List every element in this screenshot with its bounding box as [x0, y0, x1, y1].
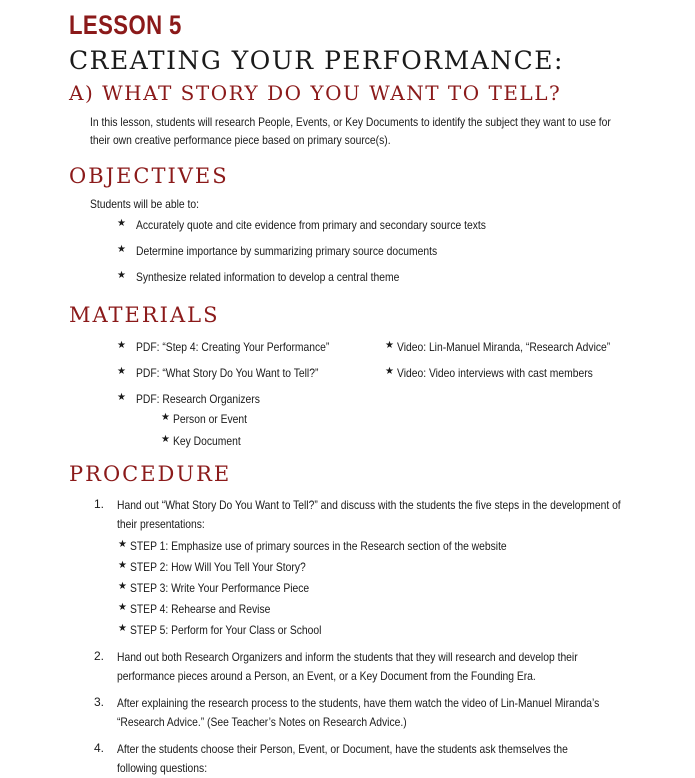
procedure-text: their presentations: — [117, 517, 205, 531]
material-subitem: Person or Event — [173, 412, 248, 426]
objective-item: Determine importance by summarizing primary source documents — [136, 244, 438, 258]
star-bullet-icon: ★ — [385, 340, 394, 351]
step-item: STEP 4: Rehearse and Revise — [130, 602, 271, 616]
material-item: Video: Video interviews with cast members — [397, 366, 593, 380]
materials-heading: MATERIALS — [69, 303, 220, 327]
star-bullet-icon: ★ — [161, 412, 170, 423]
step-item: STEP 1: Emphasize use of primary sources in the Research section of the website — [130, 539, 507, 553]
material-item: Video: Lin-Manuel Miranda, “Research Advice” — [397, 340, 611, 354]
step-item: STEP 3: Write Your Performance Piece — [130, 581, 310, 595]
procedure-text: “Research Advice.” (See Teacher’s Notes on Research Advice.) — [117, 715, 407, 729]
procedure-text: After explaining the research process to the students, have them watch the video of Lin-Manuel Miranda’s — [117, 696, 600, 710]
procedure-heading: PROCEDURE — [69, 462, 232, 486]
star-bullet-icon: ★ — [161, 434, 170, 445]
star-bullet-icon: ★ — [117, 218, 126, 229]
step-number: 3. — [94, 695, 105, 709]
star-bullet-icon: ★ — [118, 539, 127, 550]
star-bullet-icon: ★ — [117, 244, 126, 255]
objective-item: Synthesize related information to develop a central theme — [136, 270, 400, 284]
objective-item: Accurately quote and cite evidence from primary and secondary source texts — [136, 218, 486, 232]
star-bullet-icon: ★ — [118, 602, 127, 613]
star-bullet-icon: ★ — [118, 581, 127, 592]
star-bullet-icon: ★ — [118, 560, 127, 571]
objectives-lead: Students will be able to: — [90, 197, 200, 211]
star-bullet-icon: ★ — [117, 340, 126, 351]
page-title: CREATING YOUR PERFORMANCE: — [69, 46, 564, 75]
step-item: STEP 2: How Will You Tell Your Story? — [130, 560, 306, 574]
material-item: PDF: Research Organizers — [136, 392, 260, 406]
procedure-text: following questions: — [117, 761, 208, 775]
procedure-text: After the students choose their Person, Event, or Document, have the students ask themselves the — [117, 742, 568, 756]
procedure-text: performance pieces around a Person, an Event, or a Key Document from the Founding Era. — [117, 669, 536, 683]
star-bullet-icon: ★ — [117, 270, 126, 281]
star-bullet-icon: ★ — [117, 392, 126, 403]
star-bullet-icon: ★ — [117, 366, 126, 377]
objectives-heading: OBJECTIVES — [69, 164, 229, 188]
intro-line: In this lesson, students will research People, Events, or Key Documents to identify the subject they want to use for — [90, 115, 611, 129]
step-number: 1. — [94, 497, 105, 511]
lesson-label: LESSON 5 — [69, 10, 182, 40]
star-bullet-icon: ★ — [385, 366, 394, 377]
step-number: 2. — [94, 649, 105, 663]
procedure-text: Hand out “What Story Do You Want to Tell?” and discuss with the students the five steps in the development of — [117, 498, 621, 512]
page-subtitle: A) WHAT STORY DO YOU WANT TO TELL? — [69, 81, 562, 105]
material-subitem: Key Document — [173, 434, 241, 448]
procedure-text: Hand out both Research Organizers and inform the students that they will research and develop their — [117, 650, 578, 664]
intro-line: their own creative performance piece based on primary source(s). — [90, 133, 391, 147]
material-item: PDF: “What Story Do You Want to Tell?” — [136, 366, 319, 380]
step-item: STEP 5: Perform for Your Class or School — [130, 623, 322, 637]
material-item: PDF: “Step 4: Creating Your Performance” — [136, 340, 330, 354]
step-number: 4. — [94, 741, 105, 755]
star-bullet-icon: ★ — [118, 623, 127, 634]
